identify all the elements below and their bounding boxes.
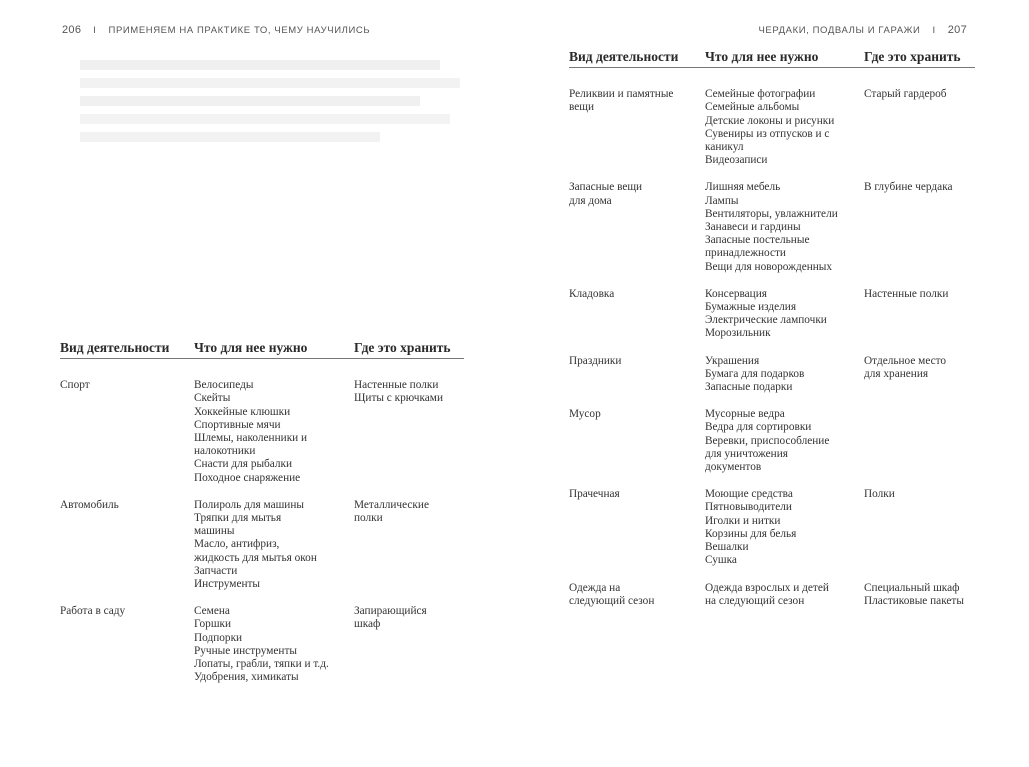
cell-line: Снасти для рыбалки	[194, 458, 293, 471]
cell-line: Подпорки	[194, 631, 243, 644]
activity-cell	[569, 355, 705, 409]
cell-line: Запасные постельные	[705, 234, 810, 247]
items-cell	[705, 288, 864, 355]
cell-line: Лишняя мебель	[705, 181, 781, 194]
left-running-head	[62, 24, 370, 36]
items-cell	[194, 499, 354, 605]
items-cell	[705, 408, 864, 488]
storage-cell	[354, 605, 464, 698]
header-items: Что для нее нужно	[705, 50, 864, 68]
cell-line: шкаф	[354, 618, 381, 631]
activity-cell	[60, 379, 194, 499]
cell-line: Консервация	[705, 287, 767, 300]
left-separator: I	[93, 25, 97, 36]
cell-line: жидкость для мытья окон	[194, 551, 317, 564]
storage-cell	[864, 88, 975, 181]
table-header-row	[569, 50, 975, 68]
header-storage: Где это хранить	[864, 50, 975, 68]
activity-cell	[569, 582, 705, 622]
header-storage: Где это хранить	[354, 341, 464, 359]
storage-cell	[354, 499, 464, 605]
activity-cell	[569, 88, 705, 181]
activity-cell	[569, 288, 705, 355]
cell-line: Сушка	[705, 554, 737, 567]
cell-line: на следующий сезон	[705, 594, 805, 607]
cell-line: Украшения	[705, 354, 760, 367]
cell-line: Шлемы, наколенники и	[194, 432, 308, 445]
cell-line: Работа в саду	[60, 605, 126, 618]
cell-line: Видеозаписи	[705, 154, 768, 167]
cell-line: Вентиляторы, увлажнители	[705, 207, 838, 220]
cell-line: Иголки и нитки	[705, 514, 781, 527]
cell-line: Электрические лампочки	[705, 314, 827, 327]
cell-line: документов	[705, 461, 762, 474]
cell-line: полки	[354, 512, 383, 525]
cell-line: каникул	[705, 141, 744, 154]
header-spacer	[60, 359, 464, 380]
right-storage-table	[569, 50, 975, 622]
cell-line: Пятновыводители	[705, 501, 792, 514]
cell-line: Семейные альбомы	[705, 101, 800, 114]
cell-line: Хоккейные клюшки	[194, 405, 291, 418]
cell-line: Металлические	[354, 498, 429, 511]
cell-line: Реликвии и памятные	[569, 88, 674, 101]
cell-line: для дома	[569, 194, 612, 207]
cell-line: Спортивные мячи	[194, 418, 281, 431]
cell-line: Одежда на	[569, 581, 621, 594]
table-row	[569, 355, 975, 409]
table-row	[569, 88, 975, 181]
table-header-row	[60, 341, 464, 359]
cell-line: Инструменты	[194, 578, 261, 591]
cell-line: Праздники	[569, 354, 622, 367]
items-cell	[705, 488, 864, 581]
cell-line: Отдельное место	[864, 354, 947, 367]
storage-cell	[354, 379, 464, 499]
right-table-body	[569, 50, 975, 622]
bleed-line	[80, 132, 380, 142]
bleed-through-text	[80, 52, 460, 150]
bleed-line	[80, 96, 420, 106]
cell-line: Запчасти	[194, 564, 238, 577]
table-row	[60, 379, 464, 499]
cell-line: В глубине чердака	[864, 181, 953, 194]
items-cell	[705, 355, 864, 409]
cell-line: Морозильник	[705, 327, 771, 340]
header-activity: Вид деятельности	[60, 341, 194, 359]
bleed-line	[80, 114, 450, 124]
cell-line: Сувениры из отпусков и с	[705, 127, 830, 140]
spacer-cell	[569, 68, 975, 89]
left-page-number: 206	[62, 24, 82, 36]
left-page	[0, 0, 514, 767]
cell-line: Велосипеды	[194, 379, 254, 392]
cell-line: Кладовка	[569, 287, 615, 300]
items-cell	[194, 605, 354, 698]
right-page-number: 207	[947, 24, 967, 36]
cell-line: налокотники	[194, 445, 256, 458]
cell-line: Бумага для подарков	[705, 367, 805, 380]
left-storage-table	[60, 341, 464, 698]
cell-line: машины	[194, 525, 235, 538]
cell-line: для уничтожения	[705, 447, 788, 460]
cell-line: Мусорные ведра	[705, 408, 785, 421]
left-table-body	[60, 341, 464, 698]
cell-line: Занавеси и гардины	[705, 221, 801, 234]
cell-line: Настенные полки	[354, 379, 439, 392]
activity-cell	[569, 488, 705, 581]
cell-line: Запирающийся	[354, 605, 427, 618]
table-row	[569, 582, 975, 622]
cell-line: Пластиковые пакеты	[864, 594, 964, 607]
cell-line: Ручные инструменты	[194, 644, 298, 657]
cell-line: Масло, антифриз,	[194, 538, 280, 551]
items-cell	[705, 582, 864, 622]
storage-cell	[864, 582, 975, 622]
right-separator: I	[932, 25, 936, 36]
storage-cell	[864, 181, 975, 287]
cell-line: Автомобиль	[60, 498, 119, 511]
storage-cell	[864, 408, 975, 488]
cell-line: Одежда взрослых и детей	[705, 581, 829, 594]
cell-line: вещи	[569, 101, 595, 114]
cell-line: принадлежности	[705, 247, 786, 260]
cell-line: Запасные вещи	[569, 181, 643, 194]
items-cell	[705, 88, 864, 181]
cell-line: Бумажные изделия	[705, 301, 797, 314]
table-row	[569, 181, 975, 287]
cell-line: Горшки	[194, 618, 232, 631]
table-row	[60, 499, 464, 605]
cell-line: Корзины для белья	[705, 527, 797, 540]
bleed-line	[80, 78, 460, 88]
cell-line: Специальный шкаф	[864, 581, 960, 594]
storage-cell	[864, 288, 975, 355]
activity-cell	[569, 181, 705, 287]
right-running-title: ЧЕРДАКИ, ПОДВАЛЫ И ГАРАЖИ	[758, 25, 921, 36]
cell-line: Походное снаряжение	[194, 471, 301, 484]
header-items: Что для нее нужно	[194, 341, 354, 359]
spacer-cell	[60, 359, 464, 380]
cell-line: следующий сезон	[569, 594, 655, 607]
cell-line: Вешалки	[705, 541, 749, 554]
cell-line: Полироль для машины	[194, 498, 304, 511]
storage-cell	[864, 488, 975, 581]
cell-line: Веревки, приспособление	[705, 434, 830, 447]
items-cell	[194, 379, 354, 499]
table-row	[569, 408, 975, 488]
cell-line: Спорт	[60, 379, 90, 392]
table-row	[569, 288, 975, 355]
cell-line: Полки	[864, 488, 895, 501]
right-page	[514, 0, 1029, 767]
cell-line: Моющие средства	[705, 488, 793, 501]
cell-line: Запасные подарки	[705, 381, 793, 394]
right-running-head	[758, 24, 967, 36]
cell-line: Семейные фотографии	[705, 88, 816, 101]
table-row	[60, 605, 464, 698]
cell-line: Тряпки для мытья	[194, 512, 282, 525]
cell-line: Лопаты, грабли, тяпки и т.д.	[194, 658, 329, 671]
header-activity: Вид деятельности	[569, 50, 705, 68]
cell-line: Вещи для новорожденных	[705, 260, 833, 273]
items-cell	[705, 181, 864, 287]
cell-line: для хранения	[864, 367, 929, 380]
cell-line: Скейты	[194, 392, 231, 405]
bleed-line	[80, 60, 440, 70]
cell-line: Удобрения, химикаты	[194, 671, 299, 684]
table-row	[569, 488, 975, 581]
header-spacer	[569, 68, 975, 89]
cell-line: Мусор	[569, 408, 601, 421]
cell-line: Семена	[194, 605, 230, 618]
cell-line: Прачечная	[569, 488, 620, 501]
cell-line: Старый гардероб	[864, 88, 947, 101]
cell-line: Щиты с крючками	[354, 392, 443, 405]
cell-line: Детские локоны и рисунки	[705, 114, 835, 127]
activity-cell	[60, 499, 194, 605]
activity-cell	[60, 605, 194, 698]
cell-line: Настенные полки	[864, 287, 949, 300]
left-running-title: ПРИМЕНЯЕМ НА ПРАКТИКЕ ТО, ЧЕМУ НАУЧИЛИСЬ	[108, 25, 371, 36]
cell-line: Ведра для сортировки	[705, 421, 812, 434]
storage-cell	[864, 355, 975, 409]
activity-cell	[569, 408, 705, 488]
cell-line: Лампы	[705, 194, 739, 207]
